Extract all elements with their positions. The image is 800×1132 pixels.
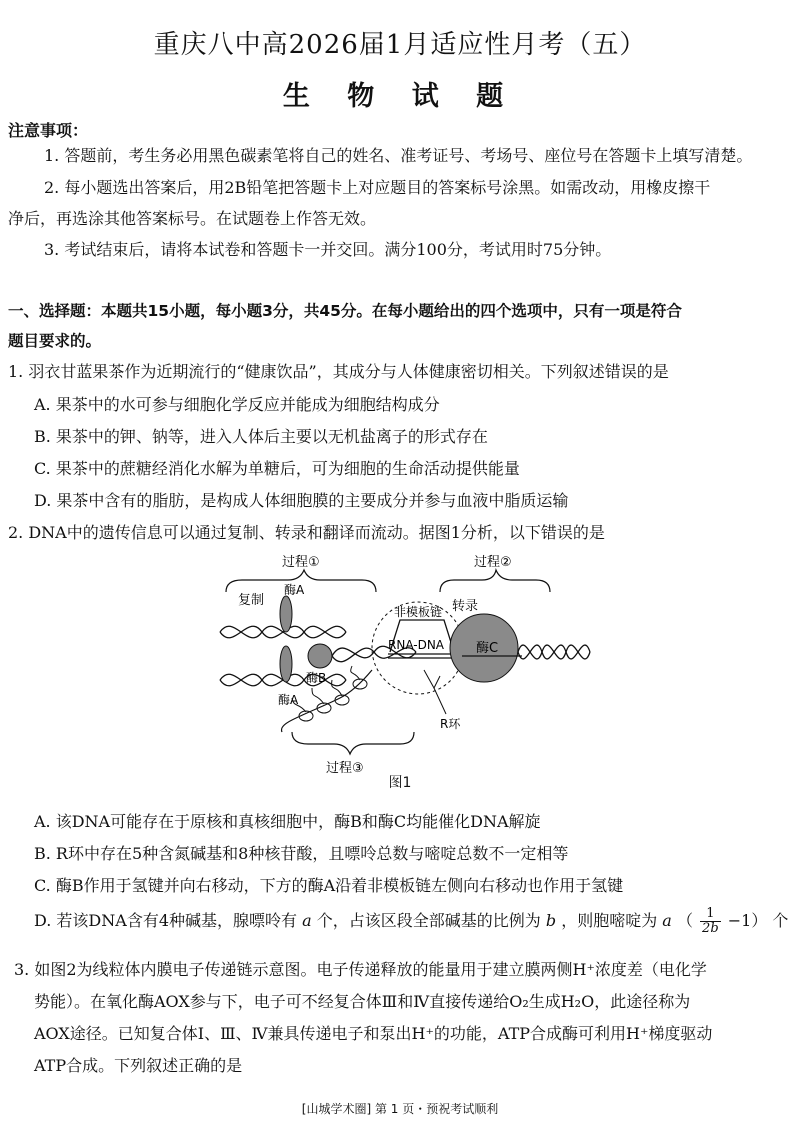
q1-option-b: B. 果茶中的钾、钠等，进入人体后主要以无机盐离子的形式存在 (34, 427, 488, 446)
r-loop-pointer (424, 670, 440, 688)
replication-label: 复制 (238, 593, 265, 608)
nontemplate-label: 非模板链 (394, 605, 443, 619)
q2-option-d-suffix: 个 (772, 911, 789, 930)
notice-item-3: 3. 考试结束后，请将本试卷和答题卡一并交回。满分100分，考试用时75分钟。 (44, 240, 612, 259)
fraction-denominator: 2b (702, 921, 719, 936)
notice-item-2-cont: 净后，再选涂其他答案标号。在试题卷上作答无效。 (8, 209, 377, 228)
process1-label: 过程① (282, 555, 320, 570)
enzyme-b-label: 酶B (306, 671, 327, 685)
right-dna-helix-b (518, 645, 590, 659)
notice-item-2: 2. 每小题选出答案后，用2B铅笔把答题卡上对应题目的答案标号涂黑。如需改动，用橡皮擦干 (44, 178, 711, 197)
section-heading-cont: 题目要求的。 (8, 332, 102, 350)
q3-line-4: ATP合成。下列叙述正确的是 (34, 1056, 243, 1075)
enzyme-c-label: 酶C (476, 641, 499, 656)
q2-option-d-var-a: a (302, 911, 312, 930)
enzyme-a-bottom-label: 酶A (278, 693, 299, 707)
q1-option-d: D. 果茶中含有的脂肪，是构成人体细胞膜的主要成分并参与血液中脂质运输 (34, 491, 569, 510)
exam-title: 重庆八中高2026届1月适应性月考（五） (153, 30, 647, 60)
peptide-chain-1 (351, 666, 360, 680)
transcription-label: 转录 (452, 599, 479, 614)
process3-brace (292, 732, 414, 754)
q2-stem: 2. DNA中的遗传信息可以通过复制、转录和翻译而流动。据图1分析，以下错误的是 (8, 523, 605, 542)
q2-option-a: A. 该DNA可能存在于原核和真核细胞中，酶B和酶C均能催化DNA解旋 (34, 812, 541, 831)
ribosome-1 (353, 679, 367, 689)
q3-line-3: AOX途径。已知复合体Ⅰ、Ⅲ、Ⅳ兼具传递电子和泵出H⁺的功能，ATP合成酶可利用H⁺梯度驱动 (34, 1024, 713, 1043)
page-footer: [山城学术圈] 第 1 页・预祝考试顺利 (301, 1102, 499, 1116)
q2-option-d (34, 904, 788, 938)
exam-subject-title: 生 物 试 题 (282, 81, 518, 112)
q1-option-a: A. 果茶中的水可参与细胞化学反应并能成为细胞结构成分 (34, 395, 440, 414)
enzyme-a-bottom-shape (280, 646, 292, 682)
q1-option-c: C. 果茶中的蔗糖经消化水解为单糖后，可为细胞的生命活动提供能量 (34, 459, 520, 478)
fraction-numerator: 1 (700, 907, 721, 922)
process2-label: 过程② (474, 555, 512, 570)
notice-heading: 注意事项： (8, 121, 89, 140)
figure-1-caption: 图1 (388, 775, 412, 791)
q3-line-2: 势能）。在氧化酶AOX参与下，电子可不经复合体Ⅲ和Ⅳ直接传递给O₂生成H₂O，此途径称为 (34, 992, 691, 1011)
q2-option-c: C. 酶B作用于氢键并向右移动，下方的酶A沿着非模板链左侧向右移动也作用于氢键 (34, 876, 624, 895)
q3-line-1: 3. 如图2为线粒体内膜电子传递链示意图。电子传递释放的能量用于建立膜两侧H⁺浓度差（电化学 (14, 960, 707, 979)
q2-option-d-fraction (700, 907, 721, 936)
q1-stem: 1. 羽衣甘蓝果茶作为近期流行的“健康饮品”，其成分与人体健康密切相关。下列叙述错误的是 (8, 362, 669, 381)
r-loop-label: R环 (440, 717, 461, 731)
q2-option-d-prefix: D. 若该DNA含有4种碱基，腺嘌呤有 (34, 911, 297, 930)
q2-option-d-var-b: b (545, 911, 557, 930)
r-loop-pointer-line (434, 688, 446, 714)
figure-1-dna-diagram (212, 552, 592, 792)
process2-brace (440, 570, 550, 592)
q2-option-d-var-a2: a (662, 911, 672, 930)
rna-dna-label: RNA-DNA (388, 638, 445, 652)
dna-diagram-svg (212, 552, 592, 792)
peptide-chain-3 (312, 688, 324, 704)
q2-option-b: B. R环中存在5种含氮碱基和8种核苷酸，且嘌呤总数与嘧啶总数不一定相等 (34, 844, 569, 863)
q2-option-d-middle: 个，占该区段全部碱基的比例为 (316, 911, 541, 930)
enzyme-a-top-label: 酶A (284, 583, 305, 597)
peptide-chain-2 (332, 680, 342, 696)
notice-item-1: 1. 答题前，考生务必用黑色碳素笔将自己的姓名、准考证号、考场号、座位号在答题卡上填写清楚。 (44, 146, 753, 165)
section-heading: 一、选择题：本题共15小题，每小题3分，共45分。在每小题给出的四个选项中，只有一项是符合 (8, 302, 682, 320)
q2-option-d-middle2: ，则胞嘧啶为 (561, 911, 658, 930)
q2-option-d-minus: −1） (727, 911, 768, 930)
q2-option-d-open: （ (676, 911, 693, 930)
enzyme-b-shape (308, 644, 332, 668)
enzyme-a-top-shape (280, 596, 292, 632)
process3-label: 过程③ (326, 761, 364, 776)
